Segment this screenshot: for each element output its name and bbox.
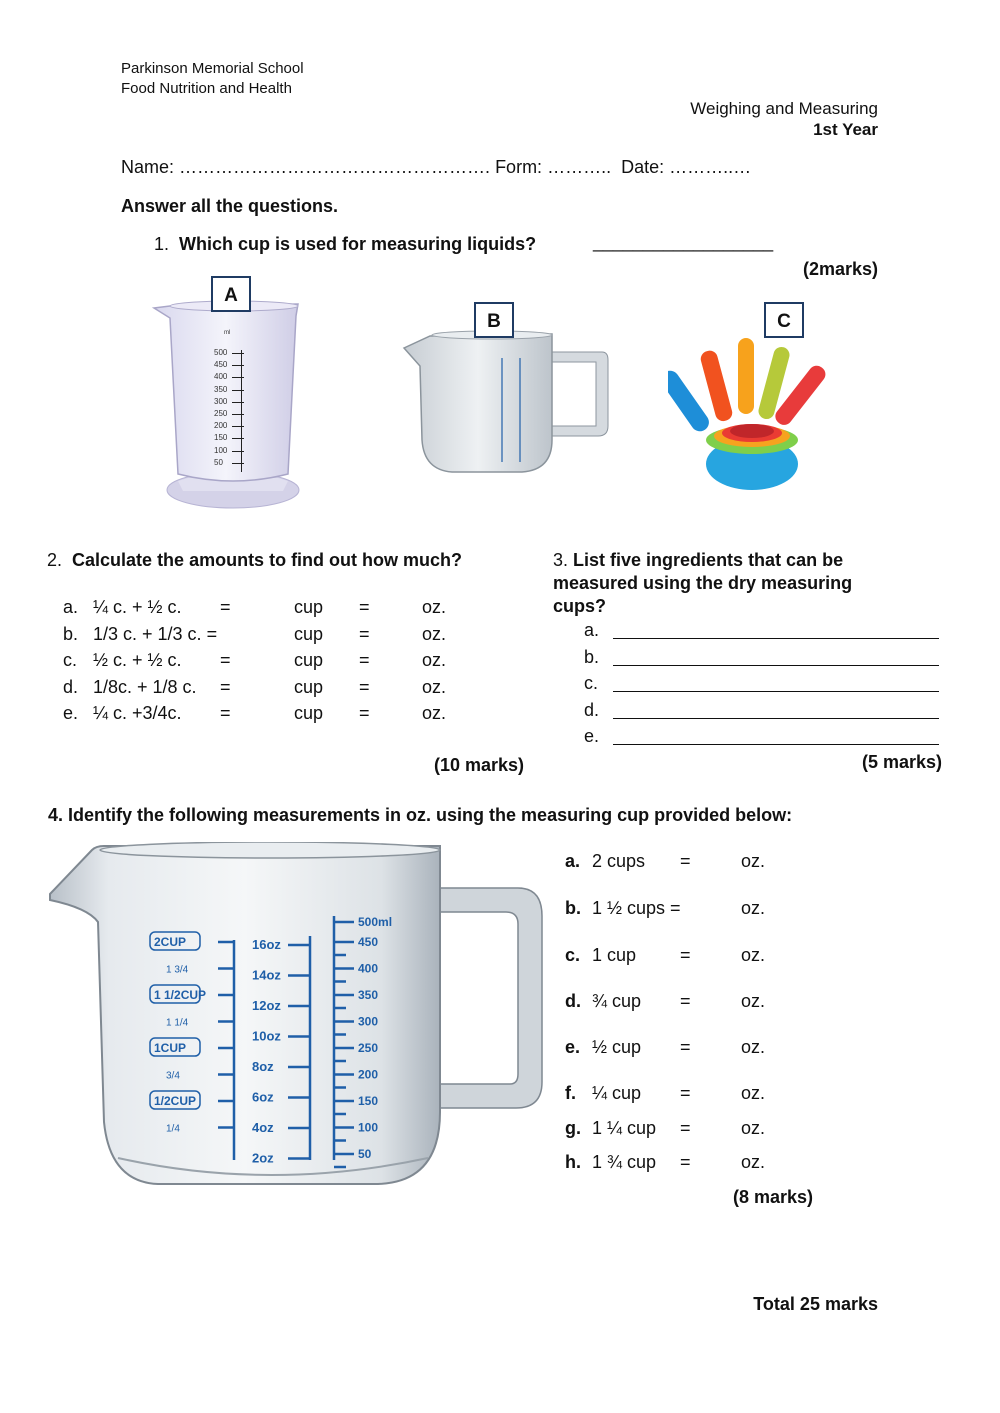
cup-a-tick-mark: [232, 402, 244, 403]
q2-row-cup-answer[interactable]: cup: [294, 703, 324, 724]
label-a: A: [211, 276, 251, 312]
cup-a-tick-mark: [232, 438, 244, 439]
big-cup-ml-mark: 400: [358, 961, 379, 976]
big-cup-cup-mark: 3/4: [166, 1070, 180, 1082]
big-cup-cup-mark: 1/2CUP: [154, 1094, 197, 1108]
q3-item-letter: c.: [584, 673, 599, 694]
cup-a-tick-mark: [232, 451, 244, 452]
form-label: Form:: [495, 157, 543, 177]
q2-row-equals: =: [220, 597, 231, 617]
q4-item-equals: =: [680, 991, 691, 1011]
q2-row-expression: ¼ c. +3/4c.: [93, 703, 182, 724]
q2-row-equals: =: [220, 650, 231, 671]
q2-row-equals: =: [359, 623, 370, 644]
subject-name: Food Nutrition and Health: [121, 80, 292, 97]
cup-a-tick-mark: [232, 463, 244, 464]
cup-a-tick-label: 350: [214, 384, 228, 394]
q2-question: [47, 550, 462, 571]
q2-row-letter: e.: [63, 703, 79, 724]
q4-item-oz-answer[interactable]: oz.: [741, 1083, 766, 1103]
q2-row-equals: =: [359, 676, 370, 697]
cup-a-tick-label: 300: [214, 396, 228, 406]
q4-item-equals: =: [680, 1037, 691, 1057]
big-cup-ml-top-label: 500ml: [358, 915, 393, 929]
cup-b-image: [402, 330, 612, 480]
big-cup-cup-mark: 1 1/4: [166, 1017, 189, 1029]
cup-a-tick-mark: [232, 390, 244, 391]
big-measuring-cup-image: [48, 842, 548, 1202]
q3-answer-line[interactable]: [613, 744, 939, 745]
q4-item-oz-answer[interactable]: oz.: [741, 898, 766, 918]
q4-item-letter: d.: [565, 991, 581, 1011]
q2-row-equals: =: [359, 703, 370, 724]
q2-row-oz-answer[interactable]: oz.: [422, 676, 447, 697]
name-field[interactable]: …………………………………………….: [179, 157, 491, 177]
cup-a-unit: ml: [224, 330, 231, 336]
cup-a-tick-label: 250: [214, 409, 228, 418]
q2-row-letter: b.: [63, 623, 79, 644]
q4-item-amount: 1 ½ cups =: [592, 898, 681, 918]
big-cup-cup-mark: 1 1/2CUP: [154, 988, 207, 1002]
q4-item-equals: =: [680, 851, 691, 871]
cup-a-tick-label: 450: [214, 360, 228, 370]
q4-item-amount: 1 ¾ cup: [592, 1152, 657, 1172]
cup-a-tick-label: 200: [214, 421, 228, 431]
q4-item-equals: =: [680, 1152, 691, 1172]
cup-a-image: [148, 296, 308, 512]
q3-answer-line[interactable]: [613, 718, 939, 719]
q4-item-letter: b.: [565, 898, 581, 918]
cup-a-tick-label: 150: [214, 433, 228, 443]
big-cup-oz-mark: 6oz: [252, 1089, 274, 1105]
q2-row-expression: 1/3 c. + 1/3 c. =: [93, 623, 218, 644]
q4-item-oz-answer[interactable]: oz.: [741, 945, 766, 965]
big-cup-cup-mark: 1 3/4: [166, 964, 189, 976]
q3-item-letter: d.: [584, 699, 600, 720]
q1-answer-blank[interactable]: __________________: [593, 232, 774, 252]
q2-row-oz-answer[interactable]: oz.: [422, 597, 447, 617]
q4-item-amount: 1 cup: [592, 945, 637, 965]
cup-a-tick-label: 50: [214, 457, 223, 467]
year-level: 1st Year: [813, 120, 878, 139]
big-cup-ml-mark: 150: [358, 1094, 379, 1108]
q1-number: 1.: [154, 234, 170, 254]
q2-row-expression: 1/8c. + 1/8 c.: [93, 676, 197, 697]
name-label: Name:: [121, 157, 175, 177]
q4-item-letter: a.: [565, 851, 581, 871]
q2-marks: (10 marks): [434, 755, 525, 775]
q4-item-oz-answer[interactable]: oz.: [741, 991, 766, 1011]
big-cup-oz-mark: 12oz: [252, 998, 281, 1013]
q4-item-letter: g.: [565, 1118, 581, 1138]
cup-a-tick-mark: [232, 377, 244, 378]
q3-answer-line[interactable]: [613, 691, 939, 692]
name-form-date-line: [121, 157, 751, 178]
q3-item-letter: b.: [584, 646, 600, 667]
q4-item-oz-answer[interactable]: oz.: [741, 1037, 766, 1057]
q3-line3: cups?: [553, 596, 607, 616]
q2-row-cup-answer[interactable]: cup: [294, 597, 324, 617]
q4-marks: (8 marks): [733, 1187, 814, 1207]
q4-item-equals: =: [680, 1083, 691, 1103]
q3-line1: [553, 550, 843, 571]
q1-question: [154, 234, 536, 255]
big-cup-oz-mark: 2oz: [252, 1150, 274, 1166]
total-marks: Total 25 marks: [753, 1294, 878, 1314]
q1-text: Which cup is used for measuring liquids?: [179, 234, 537, 254]
q4-item-oz-answer[interactable]: oz.: [741, 1118, 766, 1138]
q4-item-letter: h.: [565, 1152, 581, 1172]
big-cup-cup-mark: 1/4: [166, 1123, 180, 1135]
q4-item-equals: =: [680, 1118, 691, 1138]
q4-item-amount: ¾ cup: [592, 991, 642, 1011]
q2-row-letter: a.: [63, 597, 79, 617]
date-label: Date:: [621, 157, 665, 177]
q3-item-letter: e.: [584, 726, 600, 747]
big-cup-ml-mark: 350: [358, 988, 379, 1002]
big-cup-ml-mark: 300: [358, 1014, 379, 1029]
q2-row-expression: ¼ c. + ½ c.: [93, 597, 182, 617]
big-cup-oz-mark: 16oz: [252, 937, 281, 952]
big-cup-ml-mark: 250: [358, 1041, 379, 1055]
q2-row-equals: =: [359, 597, 370, 617]
q2-row-oz-answer[interactable]: oz.: [422, 703, 447, 724]
date-field[interactable]: ………..…: [669, 157, 752, 177]
cup-a-tick-mark: [232, 426, 244, 427]
q4-item-oz-answer[interactable]: oz.: [741, 851, 766, 871]
big-cup-cup-mark: 2CUP: [154, 935, 187, 949]
q4-item-amount: 1 ¼ cup: [592, 1118, 657, 1138]
big-cup-ml-mark: 100: [358, 1120, 379, 1135]
cup-a-tick-mark: [232, 414, 244, 415]
big-cup-ml-mark: 450: [358, 935, 379, 949]
q3-number: 3.: [553, 550, 569, 570]
label-b: B: [474, 302, 514, 338]
q2-row-cup-answer[interactable]: cup: [294, 676, 324, 697]
q2-row-letter: d.: [63, 676, 79, 697]
q3-line2: measured using the dry measuring: [553, 573, 853, 593]
q2-row-equals: =: [220, 676, 231, 697]
big-cup-oz-mark: 14oz: [252, 967, 281, 983]
q3-answer-line[interactable]: [613, 638, 939, 639]
big-cup-ml-mark: 50: [358, 1147, 372, 1161]
q3-answer-line[interactable]: [613, 665, 939, 666]
big-cup-ml-mark: 200: [358, 1067, 379, 1082]
q2-row-equals: =: [220, 703, 231, 724]
form-field[interactable]: ………..: [547, 157, 612, 177]
q2-row-equals: =: [359, 650, 370, 671]
big-cup-cup-mark: 1CUP: [154, 1041, 187, 1055]
q4-item-letter: f.: [565, 1083, 576, 1103]
cup-a-tick-label: 500: [214, 348, 228, 357]
q4-item-letter: e.: [565, 1037, 581, 1057]
cup-a-tick-mark: [232, 365, 244, 366]
q3-item-letter: a.: [584, 620, 600, 640]
q2-row-oz-answer[interactable]: oz.: [422, 623, 447, 644]
label-c: C: [764, 302, 804, 338]
big-cup-oz-mark: 8oz: [252, 1059, 274, 1074]
cup-a-tick-mark: [232, 353, 244, 354]
cup-c-image: [668, 336, 838, 494]
q1-marks: (2marks): [802, 259, 878, 279]
q2-row-letter: c.: [63, 650, 78, 671]
q3-text: List five ingredients that can be: [573, 550, 844, 570]
q2-number: 2.: [47, 550, 63, 570]
q2-row-oz-answer[interactable]: oz.: [422, 650, 447, 671]
q2-row-expression: ½ c. + ½ c.: [93, 650, 182, 671]
cup-a-scale-line: [241, 350, 242, 472]
q4-question: 4. Identify the following measurements in oz. using the measuring cup provided below:: [48, 805, 793, 825]
q3-marks: (5 marks): [862, 752, 943, 772]
q2-row-cup-answer[interactable]: cup: [294, 623, 324, 644]
q4-item-equals: =: [680, 945, 691, 965]
big-cup-oz-mark: 10oz: [252, 1028, 281, 1044]
q2-text: Calculate the amounts to find out how much?: [72, 550, 463, 570]
q4-item-letter: c.: [565, 945, 581, 965]
cup-a-tick-label: 400: [214, 372, 228, 382]
q4-item-oz-answer[interactable]: oz.: [741, 1152, 766, 1172]
q4-item-amount: 2 cups: [592, 851, 646, 871]
cup-a-tick-label: 100: [214, 445, 228, 455]
worksheet-topic: Weighing and Measuring: [690, 99, 878, 118]
instructions: Answer all the questions.: [121, 196, 339, 216]
q4-item-amount: ½ cup: [592, 1037, 642, 1057]
school-name: Parkinson Memorial School: [121, 60, 304, 77]
big-cup-oz-mark: 4oz: [252, 1120, 274, 1135]
q4-item-amount: ¼ cup: [592, 1083, 642, 1103]
q2-row-cup-answer[interactable]: cup: [294, 650, 324, 671]
